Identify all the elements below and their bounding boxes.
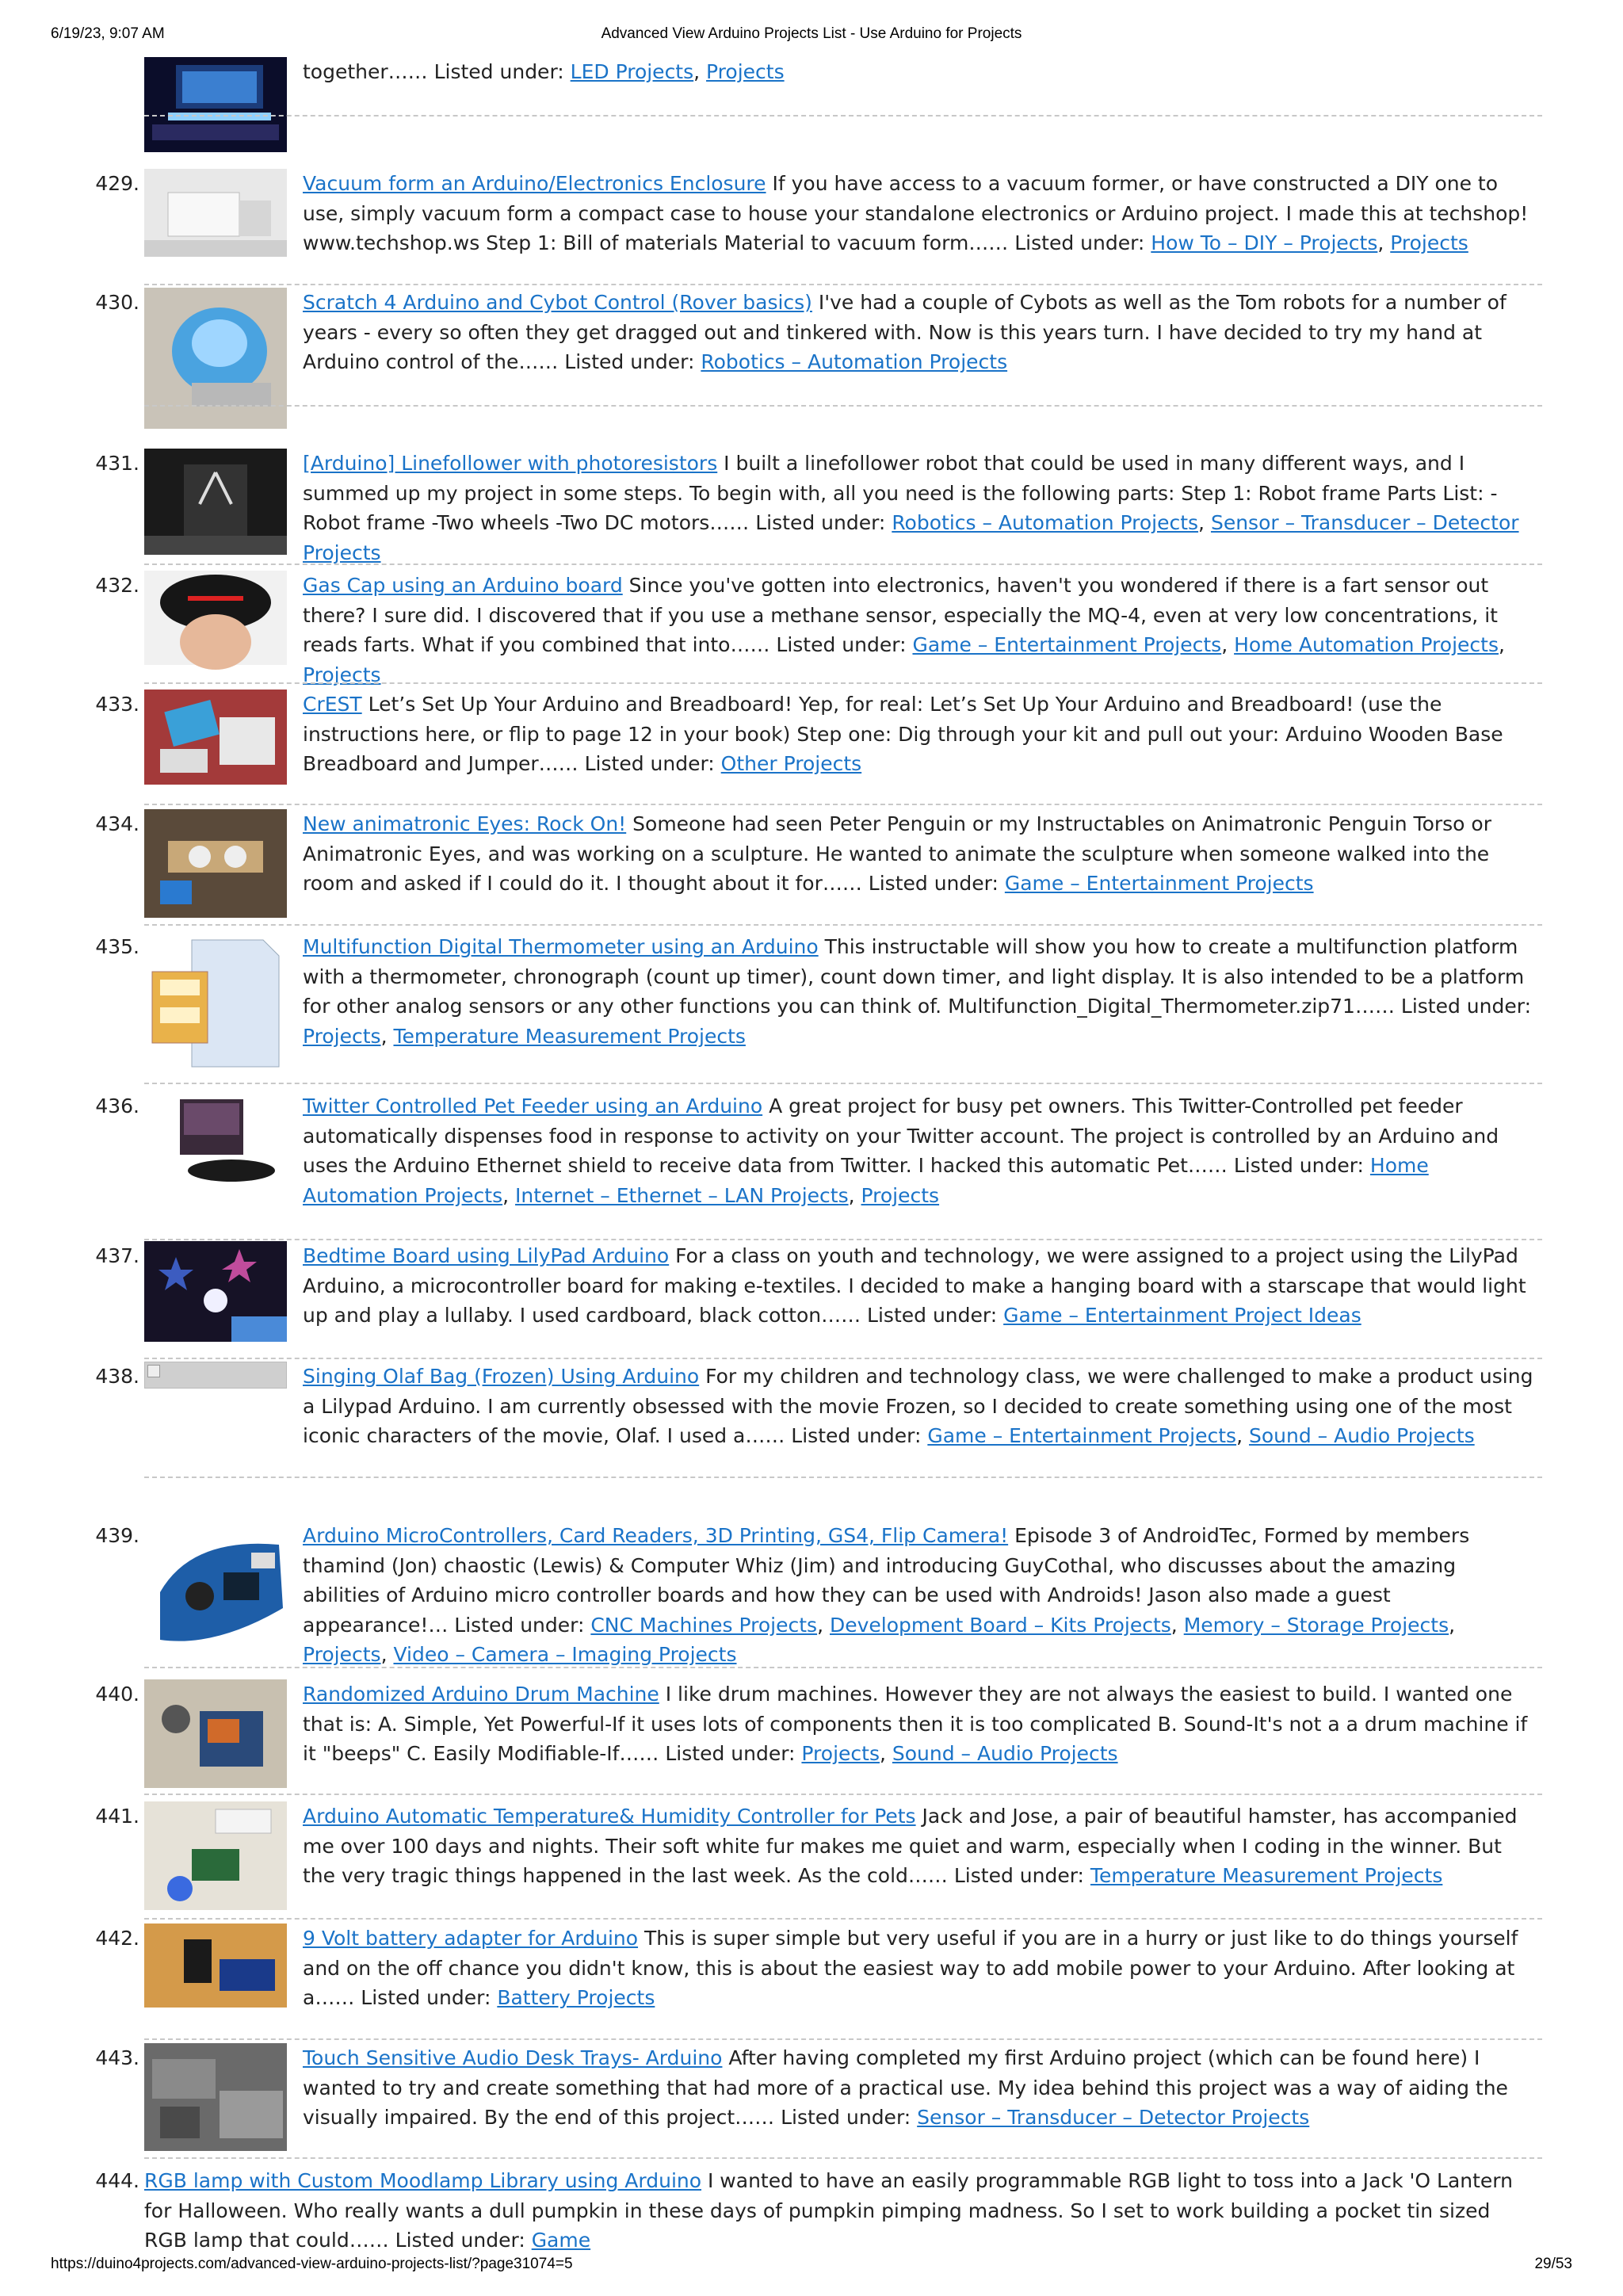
entry-desc: I wanted to have an easily programmable RGB light to toss into a Jack 'O Lantern for Halloween. Who really wants a dull pumpkin in these days of pumpkin pimping madness. So I set to work building a pocket tin sized RGB lamp that could…… Listed under: (144, 2169, 1513, 2252)
entry-body (303, 690, 1539, 779)
project-title-link[interactable]: Singing Olaf Bag (Frozen) Using Arduino (303, 1365, 700, 1388)
project-title-link[interactable]: Touch Sensitive Audio Desk Trays- Arduino (303, 2046, 723, 2069)
entry-body: Twitter Controlled Pet Feeder using an Arduino A great project for busy pet owners. This Twitter-Controlled pet feeder automatically dispenses food in response to activity on your Twitter account. The project is controlled by an Arduino and uses the Arduino Ethernet shield to receive data from Twitter. I hacked this automatic Pet…… Listed under: Home Automation Projects, Internet – Ethernet – LAN Projects, Projects (303, 1095, 1499, 1207)
separator (144, 1918, 1542, 1920)
entry-desc: For a class on youth and technology, we were assigned to a project using the LilyPad Arduino, a microcontroller board for making e-textiles. I decided to make a hanging board with a starscape that would light up and play a lullaby. I used cardboard, black cotton…… Listed under: (303, 1244, 1526, 1327)
project-thumbnail[interactable] (144, 169, 287, 257)
project-title-link[interactable]: RGB lamp with Custom Moodlamp Library using Arduino (144, 2169, 702, 2192)
category-link[interactable]: Temperature Measurement Projects (393, 1024, 746, 1048)
entry-number: 443. (95, 2046, 139, 2069)
separator (144, 563, 1542, 565)
entry-body: Randomized Arduino Drum Machine I like drum machines. However they are not always the easiest to build. I wanted one that is: A. Simple, Yet Powerful-If it uses lots of components then it is too complicated B. Sound-It's not a a drum machine if it "beeps" C. Easily Modifiable-If…… Listed under: Projects, Sound – Audio Projects (303, 1683, 1528, 1765)
category-link[interactable]: Projects (861, 1183, 940, 1207)
project-title-link[interactable]: Multifunction Digital Thermometer using an Arduino (303, 935, 819, 958)
project-thumbnail[interactable] (144, 932, 287, 1076)
category-link[interactable]: Battery Projects (497, 1986, 655, 2009)
project-title-link[interactable]: [Arduino] Linefollower with photoresistors (303, 452, 718, 475)
entry-body (303, 1801, 1539, 1891)
entry-desc: Since you've gotten into electronics, haven't you wondered if there is a fart sensor out there? I sure did. I discovered that if you use a methane sensor, especially the MQ-4, even at very low concentrations, it reads farts. What if you combined that into…… Listed under: (303, 574, 1498, 656)
entry-body (303, 809, 1539, 899)
entry-number: 430. (95, 291, 139, 314)
project-thumbnail[interactable] (144, 2043, 287, 2151)
entry-body: [Arduino] Linefollower with photoresistors I built a linefollower robot that could be used in many different ways, and I summed up my project in some steps. To begin with, all you need is the following parts: Step 1: Robot frame Parts List: -Robot frame -Two wheels -Two DC motors…… Listed under: Robotics – Automation Projects, Sensor – Transducer – Detector Projects (303, 452, 1519, 564)
category-link[interactable]: Sound – Audio Projects (1249, 1424, 1475, 1447)
entry-desc: Someone had seen Peter Penguin or my Instructables on Animatronic Penguin Torso or Animatronic Eyes, and was working on a sculpture. He wanted to animate the sculpture when someone walked into the room and asked if I could do it. I thought about it for…… Listed under: (303, 812, 1491, 895)
entry-number: 431. (95, 452, 139, 475)
entry-desc: together…… Listed under: (303, 60, 571, 83)
entry-body (303, 1241, 1539, 1331)
separator (144, 1358, 1542, 1359)
category-link[interactable]: Robotics – Automation Projects (892, 511, 1199, 534)
category-link[interactable]: CNC Machines Projects (590, 1613, 818, 1637)
entry-desc: I built a linefollower robot that could be used in many different ways, and I summed up my project in some steps. To begin with, all you need is the following parts: Step 1: Robot frame Parts List: -Robot frame -Two wheels -Two DC motors…… Listed under: (303, 452, 1498, 534)
category-link[interactable]: How To – DIY – Projects (1151, 231, 1378, 254)
project-thumbnail[interactable] (144, 288, 287, 429)
entry-desc: For my children and technology class, we were challenged to make a product using a Lilypad Arduino. I am currently obsessed with the movie Frozen, so I decided to create something using one of the most iconic characters of the movie, Olaf. I used a…… Listed under: (303, 1365, 1533, 1447)
broken-image-glyph (147, 1365, 160, 1377)
separator (144, 2038, 1542, 2040)
entry-number: 442. (95, 1927, 139, 1950)
entry-number: 441. (95, 1805, 139, 1828)
project-thumbnail[interactable] (144, 57, 287, 152)
entry-desc: I've had a couple of Cybots as well as the Tom robots for a number of years - every so often they get dragged out and tinkered with. Now is this years turn. I have decided to try my hand at Arduino control of the…… Listed under: (303, 291, 1507, 373)
separator (144, 924, 1542, 926)
entry-desc: A great project for busy pet owners. This Twitter-Controlled pet feeder automatically dispenses food in response to activity on your Twitter account. The project is controlled by an Arduino and uses the Arduino Ethernet shield to receive data from Twitter. I hacked this automatic Pet…… Listed under: (303, 1095, 1499, 1177)
project-thumbnail[interactable] (144, 690, 287, 785)
category-link[interactable]: Home Automation Projects (303, 1154, 1429, 1207)
category-link[interactable]: Home Automation Projects (1234, 633, 1499, 656)
category-link[interactable]: Development Board – Kits Projects (830, 1613, 1171, 1637)
entry-body: Gas Cap using an Arduino board Since you've gotten into electronics, haven't you wondered if there is a fart sensor out there? I sure did. I discovered that if you use a methane sensor, especially the MQ-4, even at very low concentrations, it reads farts. What if you combined that into…… Listed under: Game – Entertainment Projects, Home Automation Projects, Projects (303, 574, 1505, 686)
separator (144, 682, 1542, 684)
category-link[interactable]: Game – Entertainment Projects (927, 1424, 1237, 1447)
entry-body: together…… Listed under: LED Projects, Projects (303, 60, 785, 83)
separator (144, 1667, 1542, 1668)
print-footer (51, 2256, 1572, 2279)
entry-number: 438. (95, 1365, 139, 1388)
project-thumbnail[interactable] (144, 449, 287, 555)
project-title-link[interactable]: Vacuum form an Arduino/Electronics Enclosure (303, 172, 766, 195)
entry-number: 436. (95, 1095, 139, 1117)
separator (144, 115, 1542, 117)
entry-body: Arduino MicroControllers, Card Readers, 3D Printing, GS4, Flip Camera! Episode 3 of AndroidTec, Formed by members thamind (Jon) chaostic (Lewis) & Computer Whiz (Jim) and introducing GuyCothal, who discusses about the amazing abilities of Arduino micro controller boards and how they can be used with Androids! Jason also made a guest appearance!… Listed under: CNC Machines Projects, Development Board – Kits Projects, Memory – Storage Projects, Projects, Video – Camera – Imaging Projects (303, 1524, 1470, 1666)
category-link[interactable]: Projects (801, 1742, 880, 1765)
project-title-link[interactable]: Twitter Controlled Pet Feeder using an Arduino (303, 1095, 763, 1117)
entry-desc: Episode 3 of AndroidTec, Formed by members thamind (Jon) chaostic (Lewis) & Computer Whiz (Jim) and introducing GuyCothal, who discusses about the amazing abilities of Arduino micro controller boards and how they can be used with Androids! Jason also made a guest appearance!… Listed under: (303, 1524, 1470, 1637)
project-thumbnail[interactable] (144, 571, 287, 665)
print-date: 6/19/23, 9:07 AM (51, 25, 165, 42)
project-title-link[interactable]: Arduino MicroControllers, Card Readers, 3D Printing, GS4, Flip Camera! (303, 1524, 1009, 1547)
broken-image-icon (144, 1362, 287, 1389)
entry-desc: Jack and Jose, a pair of beautiful hamster, has accompanied me over 100 days and nights. Their soft white fur makes me quiet and warm, especially when I coding in the winner. But the very tragic things happened in the last week. As the cold…… Listed under: (303, 1805, 1518, 1887)
entry-body (303, 288, 1539, 377)
project-thumbnail[interactable] (144, 1091, 287, 1186)
entry-body: Singing Olaf Bag (Frozen) Using Arduino For my children and technology class, we were challenged to make a product using a Lilypad Arduino. I am currently obsessed with the movie Frozen, so I decided to create something using one of the most iconic characters of the movie, Olaf. I used a…… Listed under: Game – Entertainment Projects, Sound – Audio Projects (303, 1365, 1533, 1447)
separator (144, 405, 1542, 407)
category-link[interactable]: Temperature Measurement Projects (1090, 1864, 1443, 1887)
project-title-link[interactable]: Bedtime Board using LilyPad Arduino (303, 1244, 670, 1267)
entry-number: 437. (95, 1244, 139, 1267)
entry-body: Multifunction Digital Thermometer using an Arduino This instructable will show you how to create a multifunction platform with a thermometer, chronograph (count up timer), count down timer, and light display. It is also intended to be a platform for other analog sensors or any other functions you can think of. Multifunction_Digital_Thermometer.zip71…… Listed under: Projects, Temperature Measurement Projects (303, 935, 1532, 1048)
separator (144, 1239, 1542, 1240)
entry-desc: This is super simple but very useful if you are in a hurry or just like to do things yourself and on the off chance you didn't know, this is about the easiest way to add mobile power to your Arduino. After looking at a…… Listed under: (303, 1927, 1518, 2009)
project-title-link[interactable]: Gas Cap using an Arduino board (303, 574, 623, 597)
entry-number: 433. (95, 693, 139, 716)
project-thumbnail[interactable] (144, 1679, 287, 1788)
category-link[interactable]: Video – Camera – Imaging Projects (393, 1643, 737, 1666)
project-title-link[interactable]: 9 Volt battery adapter for Arduino (303, 1927, 639, 1950)
category-link[interactable]: Projects (1390, 231, 1468, 254)
category-link[interactable]: Projects (303, 1024, 381, 1048)
category-link[interactable]: Game – Entertainment Projects (1004, 872, 1314, 895)
page-url: https://duino4projects.com/advanced-view-arduino-projects-list/?page31074=5 (51, 2256, 573, 2272)
project-title-link[interactable]: Scratch 4 Arduino and Cybot Control (Rover basics) (303, 291, 812, 314)
category-link[interactable]: Sound – Audio Projects (892, 1742, 1118, 1765)
entry-number: 435. (95, 935, 139, 958)
entry-desc: Let’s Set Up Your Arduino and Breadboard! Yep, for real: Let’s Set Up Your Arduino and Breadboard! (use the instructions here, or flip to page 12 in your book) Step one: Dig through your kit and pull out your: Arduino Wooden Base Breadboard and Jumper…… Listed under: (303, 693, 1503, 775)
category-link[interactable]: Projects (303, 1643, 381, 1666)
category-link[interactable]: Projects (303, 663, 381, 686)
entry-desc: This instructable will show you how to create a multifunction platform with a thermometer, chronograph (count up timer), count down timer, and light display. It is also intended to be a platform for other analog sensors or any other functions you can think of. Multifunction_Digital_Thermometer.zip71…… Listed under: (303, 935, 1532, 1018)
separator (144, 804, 1542, 805)
entry-number: 432. (95, 574, 139, 597)
entry-body (303, 1924, 1539, 2013)
entry-number: 434. (95, 812, 139, 835)
category-link[interactable]: Memory – Storage Projects (1183, 1613, 1449, 1637)
page-title: Advanced View Arduino Projects List - Use Arduino for Projects (601, 25, 1022, 42)
project-thumbnail[interactable] (144, 1924, 287, 2008)
category-link[interactable]: Other Projects (720, 752, 862, 775)
page-number: 29/53 (1534, 2256, 1572, 2272)
project-title-link[interactable]: CrEST (303, 693, 362, 716)
entry-number: 440. (95, 1683, 139, 1706)
project-thumbnail[interactable] (144, 1241, 287, 1342)
category-link[interactable]: Sensor – Transducer – Detector Projects (303, 511, 1519, 564)
category-link[interactable]: Robotics – Automation Projects (701, 350, 1008, 373)
separator (144, 1477, 1542, 1478)
separator (144, 2157, 1542, 2159)
project-title-link[interactable]: Arduino Automatic Temperature& Humidity Controller for Pets (303, 1805, 916, 1828)
entry-body (144, 2166, 1539, 2252)
entry-desc: I like drum machines. However they are not always the easiest to build. I wanted one that is: A. Simple, Yet Powerful-If it uses lots of components then it is too complicated B. Sound-It's not a a drum machine if it "beeps" C. Easily Modifiable-If…… Listed under: (303, 1683, 1528, 1765)
separator (144, 1794, 1542, 1795)
category-link[interactable]: Sensor – Transducer – Detector Projects (917, 2106, 1310, 2129)
project-title-link[interactable]: Randomized Arduino Drum Machine (303, 1683, 659, 1706)
separator (144, 1083, 1542, 1084)
category-link[interactable]: Game – Entertainment Project Ideas (1003, 1304, 1361, 1327)
entry-desc: If you have access to a vacuum former, or have constructed a DIY one to use, simply vacuum form a compact case to house your standalone electronics or Arduino project. I made this at techshop! www.techshop.ws Step 1: Bill of materials Material to vacuum form…… Listed under: (303, 172, 1529, 254)
project-thumbnail[interactable] (144, 1521, 287, 1656)
entry-number: 444. (95, 2169, 139, 2192)
entry-desc: After having completed my first Arduino project (which can be found here) I wanted to try and create something that had more of a practical use. My idea behind this project was a way of aiding the visually impaired. By the end of this project…… Listed under: (303, 2046, 1508, 2129)
category-link[interactable]: Game – Entertainment Projects (912, 633, 1222, 656)
entry-body: Vacuum form an Arduino/Electronics Enclosure If you have access to a vacuum former, or have constructed a DIY one to use, simply vacuum form a compact case to house your standalone electronics or Arduino project. I made this at techshop! www.techshop.ws Step 1: Bill of materials Material to vacuum form…… Listed under: How To – DIY – Projects, Projects (303, 172, 1529, 254)
entry-number: 439. (95, 1524, 139, 1547)
project-title-link[interactable]: New animatronic Eyes: Rock On! (303, 812, 627, 835)
project-thumbnail[interactable] (144, 809, 287, 918)
entry-body (303, 2043, 1539, 2133)
separator (144, 284, 1542, 285)
entry-number: 429. (95, 172, 139, 195)
category-link[interactable]: Projects (706, 60, 785, 83)
category-link[interactable]: Game (531, 2229, 591, 2252)
category-link[interactable]: Internet – Ethernet – LAN Projects (515, 1183, 849, 1207)
category-link[interactable]: LED Projects (570, 60, 694, 83)
project-thumbnail[interactable] (144, 1801, 287, 1910)
